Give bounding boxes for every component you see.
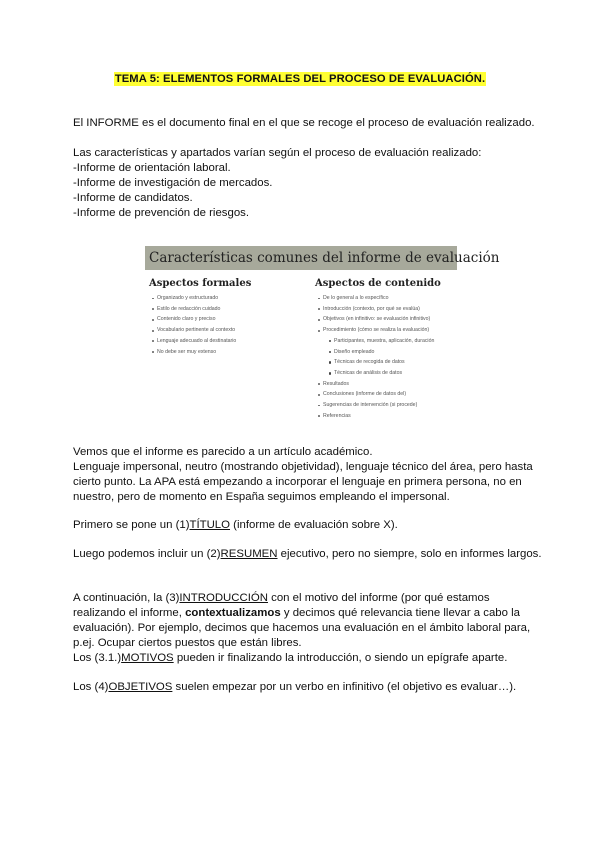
text: Los (4) [73, 681, 109, 693]
figure-header: Características comunes del informe de evaluación [145, 246, 457, 270]
introduction-term: INTRODUCCIÓN [179, 592, 268, 604]
list-item: Conclusiones (informe de datos del) [315, 389, 457, 400]
list-item: De lo general a lo específico [315, 293, 457, 304]
type-item: -Informe de orientación laboral. [73, 162, 231, 174]
academic-paragraph [73, 445, 543, 505]
text: (informe de evaluación sobre X). [230, 519, 398, 531]
document-title: TEMA 5: ELEMENTOS FORMALES DEL PROCESO DE EVALUACIÓN. [114, 73, 486, 85]
formal-aspects-column [149, 278, 309, 357]
title-term: TÍTULO [189, 519, 231, 531]
text: A continuación, la (3) [73, 592, 180, 604]
text: y decimos qué relevancia tiene llevar a cabo la evaluación). Por ejemplo, decimos que hacemos una evaluación en el ámbito laboral para, p.ej. Ocupar ciertos puestos que están libres. [73, 607, 531, 649]
list-item: Procedimiento (cómo se realiza la evaluación) [315, 325, 457, 336]
text: pueden ir finalizando la introducción, o siendo un epígrafe aparte. [173, 652, 508, 664]
list-item: Estilo de redacción cuidado [149, 304, 309, 315]
motives-term: MOTIVOS [121, 652, 174, 664]
text: Los (3.1.) [73, 652, 122, 664]
type-item: -Informe de investigación de mercados. [73, 177, 273, 189]
text: suelen empezar por un verbo en infinitivo (el objetivo es evaluar…). [172, 681, 517, 693]
summary-term: RESUMEN [220, 548, 278, 560]
list-subitem: Técnicas de análisis de datos [315, 368, 457, 379]
list-item: Organizado y estructurado [149, 293, 309, 304]
objectives-step-paragraph [73, 680, 543, 695]
type-item: -Informe de candidatos. [73, 192, 193, 204]
list-item: Lenguaje adecuado al destinatario [149, 336, 309, 347]
title-step-paragraph [73, 518, 543, 533]
characteristics-figure [145, 246, 500, 419]
list-item: Contenido claro y preciso [149, 314, 309, 325]
text: con el motivo del informe (por qué estamos realizando el informe, [73, 592, 490, 619]
content-aspects-column [315, 278, 457, 421]
text: ejecutivo, pero no siempre, solo en informes largos. [277, 548, 542, 560]
title-container [0, 69, 600, 87]
list-subitem: Técnicas de recogida de datos [315, 357, 457, 368]
list-item: Introducción (contexto, por qué se evalúa) [315, 304, 457, 315]
summary-step-paragraph [73, 547, 543, 562]
list-subitem: Participantes, muestra, aplicación, duración [315, 336, 457, 347]
intro-paragraph: El INFORME es el documento final en el que se recoge el proceso de evaluación realizado. [73, 117, 535, 129]
bold-term: contextualizamos [185, 607, 281, 619]
list-item: Objetivos (en infinitivo: se evaluación infinitivo) [315, 314, 457, 325]
list-subitem: Diseño empleado [315, 347, 457, 358]
list-item: Sugerencias de intervención (si procede) [315, 400, 457, 411]
formal-aspects-list [149, 293, 309, 357]
language-text: Lenguaje impersonal, neutro (mostrando objetividad), lenguaje técnico del área, pero hasta cierto punto. La APA está empezando a incorporar el lenguaje en primera persona, no en nuestro, pero de momento en España seguimos empleando el impersonal. [73, 461, 533, 503]
text: Luego podemos incluir un (2) [73, 548, 221, 560]
content-aspects-list [315, 293, 457, 421]
types-paragraph [73, 146, 543, 221]
list-item: No debe ser muy extenso [149, 347, 309, 358]
objectives-term: OBJETIVOS [108, 681, 173, 693]
type-item: -Informe de prevención de riesgos. [73, 207, 250, 219]
list-item: Vocabulario pertinente al contexto [149, 325, 309, 336]
types-intro: Las características y apartados varían según el proceso de evaluación realizado: [73, 147, 482, 159]
formal-aspects-title: Aspectos formales [149, 278, 252, 289]
text: Primero se pone un (1) [73, 519, 190, 531]
introduction-step-paragraph [73, 591, 543, 666]
list-item: Resultados [315, 379, 457, 390]
academic-line: Vemos que el informe es parecido a un artículo académico. [73, 446, 373, 458]
content-aspects-title: Aspectos de contenido [315, 278, 441, 289]
list-item: Referencias [315, 411, 457, 422]
